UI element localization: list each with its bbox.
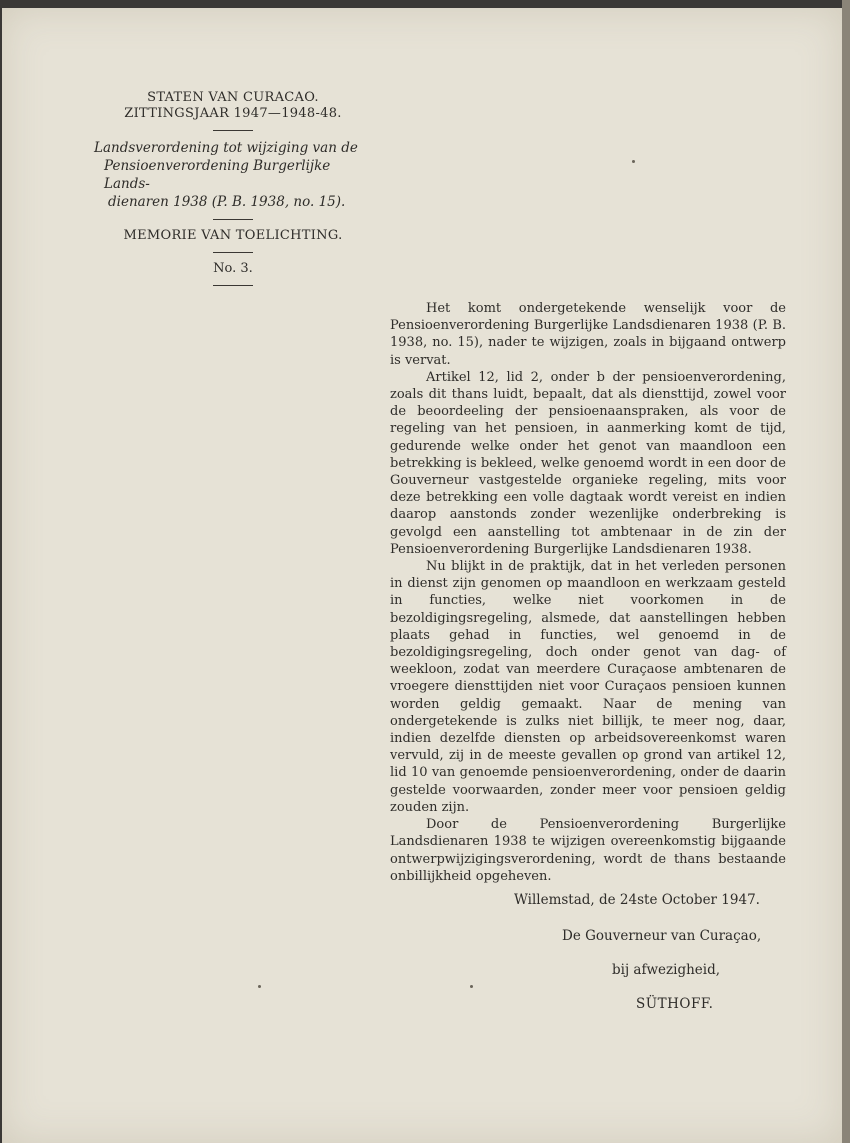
speck xyxy=(470,985,473,988)
divider xyxy=(213,219,253,220)
header-line-2: ZITTINGSJAAR 1947—1948-48. xyxy=(124,106,342,121)
paragraph: Artikel 12, lid 2, onder b der pensioenverordening, zoals dit thans luidt, bepaalt, dat als diensttijd, zowel voor de beoordeeling der pensioenaanspraken, als voor de regeling van het pensioen, in aanmerking komt de tijd, gedurende welke onder het genot van maandloon een betrekking is bekleed, welke genoemd wordt in een door de Gouverneur vastgestelde organieke regeling, mits voor deze betrekking een volle dagtaak wordt vereist en indien daarop aanstonds zonder wezenlijke onderbreking is gevolgd een aanstelling tot ambtenaar in de zin der Pensioenverordening Burgerlijke Landsdienaren 1938. xyxy=(390,369,786,557)
paragraph: Het komt ondergetekende wenselijk voor de Pensioenverordening Burgerlijke Landsdienaren 1938 (P. B. 1938, no. 15), nader te wijzigen, zoals in bijgaand ontwerp is vervat. xyxy=(390,301,786,368)
document-title xyxy=(88,139,378,211)
divider xyxy=(213,285,253,286)
header-line-1: STATEN VAN CURACAO. xyxy=(147,90,319,105)
page-edge xyxy=(842,0,850,1143)
title-line: dienaren 1938 (P. B. 1938, no. 15). xyxy=(108,194,346,210)
speck xyxy=(258,985,261,988)
document-number: No. 3. xyxy=(213,261,253,276)
body-text xyxy=(390,300,786,885)
title-line: Pensioenverordening Burgerlijke Lands- xyxy=(104,158,331,192)
absence-line: bij afwezigheid, xyxy=(612,962,721,978)
memorie-heading: MEMORIE VAN TOELICHTING. xyxy=(123,228,343,243)
governor-line: De Gouverneur van Curaçao, xyxy=(562,928,762,944)
divider xyxy=(213,252,253,253)
signature: SÜTHOFF. xyxy=(636,996,714,1012)
divider xyxy=(213,130,253,131)
title-line: Landsverordening tot wijziging van de xyxy=(94,140,358,156)
document-header xyxy=(88,90,378,294)
paragraph: Nu blijkt in de praktijk, dat in het verleden personen in dienst zijn genomen op maandloon en werkzaam gesteld in functies, welke niet voorkomen in de bezoldigingsregeling, alsmede, dat aanstellingen hebben plaats gehad in functies, wel genoemd in de bezoldigingsregeling, doch onder genot van dag- of weekloon, zodat van meerdere Curaçaose ambtenaren de vroegere diensttijden niet voor Curaçaos pensioen kunnen worden geldig gemaakt. Naar de mening van ondergetekende is zulks niet billijk, te meer nog, daar, indien dezelfde diensten op arbeidsovereenkomst waren vervuld, zij in de meeste gevallen op grond van artikel 12, lid 10 van genoemde pensioenverordening, onder de daarin gestelde voorwaarden, zonder meer voor pensioen geldig zouden zijn. xyxy=(390,559,786,815)
speck xyxy=(632,160,635,163)
paragraph: Door de Pensioenverordening Burgerlijke Landsdienaren 1938 te wijzigen overeenkomstig bijgaande ontwerpwijzigingsverordening, wordt de thans bestaande onbillijkheid opgeheven. xyxy=(390,817,786,884)
place-date: Willemstad, de 24ste October 1947. xyxy=(514,892,760,908)
